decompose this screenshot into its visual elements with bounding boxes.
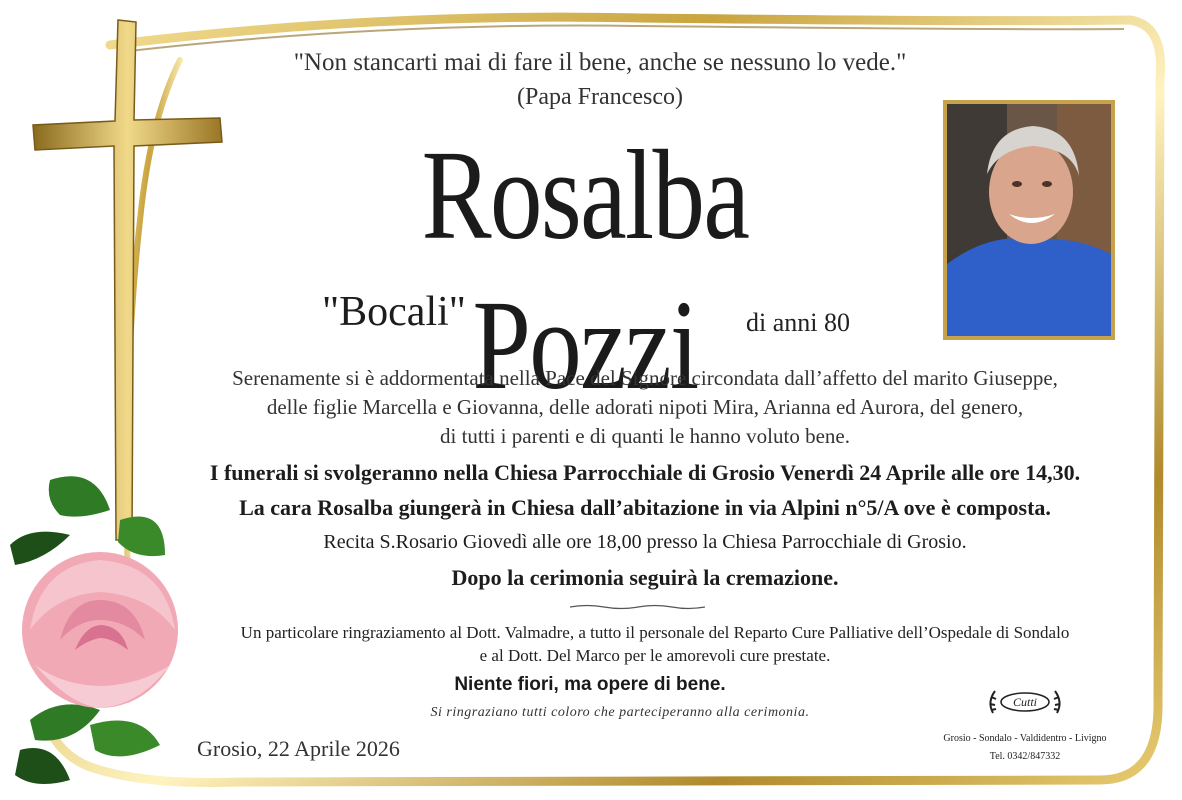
announcement-line: Serenamente si è addormentata nella Pace del Signore circondata dall’affetto del marito Giuseppe,	[232, 366, 1058, 390]
funeral-details	[140, 455, 1150, 595]
arrival-line: La cara Rosalba giungerà in Chiesa dall’abitazione in via Alpini n°5/A ove è composta.	[239, 495, 1051, 520]
no-flowers-note: Niente fiori, ma opere di bene.	[454, 674, 726, 695]
closing-thanks: Si ringraziano tutti coloro che parteciperanno alla cerimonia.	[430, 705, 810, 720]
thanks-line: e al Dott. Del Marco per le amorevoli cure prestate.	[479, 646, 831, 665]
quote-text: "Non stancarti mai di fare il bene, anche se nessuno lo vede."	[293, 49, 907, 76]
cremation-line: Dopo la cerimonia seguirà la cremazione.	[451, 565, 839, 590]
agency-logo-text: Cutti	[1012, 695, 1038, 709]
place-date: Grosio, 22 Aprile 2026	[197, 736, 400, 761]
announcement-line: delle figlie Marcella e Giovanna, delle adorati nipoti Mira, Arianna ed Aurora, del genero,	[266, 395, 1024, 419]
thanks-line: Un particolare ringraziamento al Dott. Valmadre, a tutto il personale del Reparto Cure Palliative dell’Ospedale di Sondalo	[240, 623, 1070, 642]
rosary-line: Recita S.Rosario Giovedì alle ore 18,00 presso la Chiesa Parrocchiale di Grosio.	[323, 531, 967, 553]
announcement-text	[140, 364, 1150, 451]
divider-ornament	[570, 604, 705, 610]
funeral-line: I funerali si svolgeranno nella Chiesa Parrocchiale di Grosio Venerdì 24 Aprile alle ore 14,30.	[209, 460, 1081, 485]
quote-author: (Papa Francesco)	[517, 84, 683, 110]
rose-icon	[0, 470, 200, 800]
deceased-age: di anni 80	[746, 308, 850, 337]
deceased-nickname: "Bocali"	[322, 289, 466, 335]
thanks-text	[160, 621, 1150, 667]
portrait-photo	[943, 100, 1115, 340]
announcement-line: di tutti i parenti e di quanti le hanno voluto bene.	[440, 424, 850, 448]
deceased-name: Rosalba Pozzi	[421, 124, 749, 416]
agency-towns: Grosio - Sondalo - Valdidentro - Livigno	[943, 733, 1107, 744]
agency-logo-icon	[985, 685, 1065, 719]
agency-phone: Tel. 0342/847332	[989, 751, 1061, 762]
